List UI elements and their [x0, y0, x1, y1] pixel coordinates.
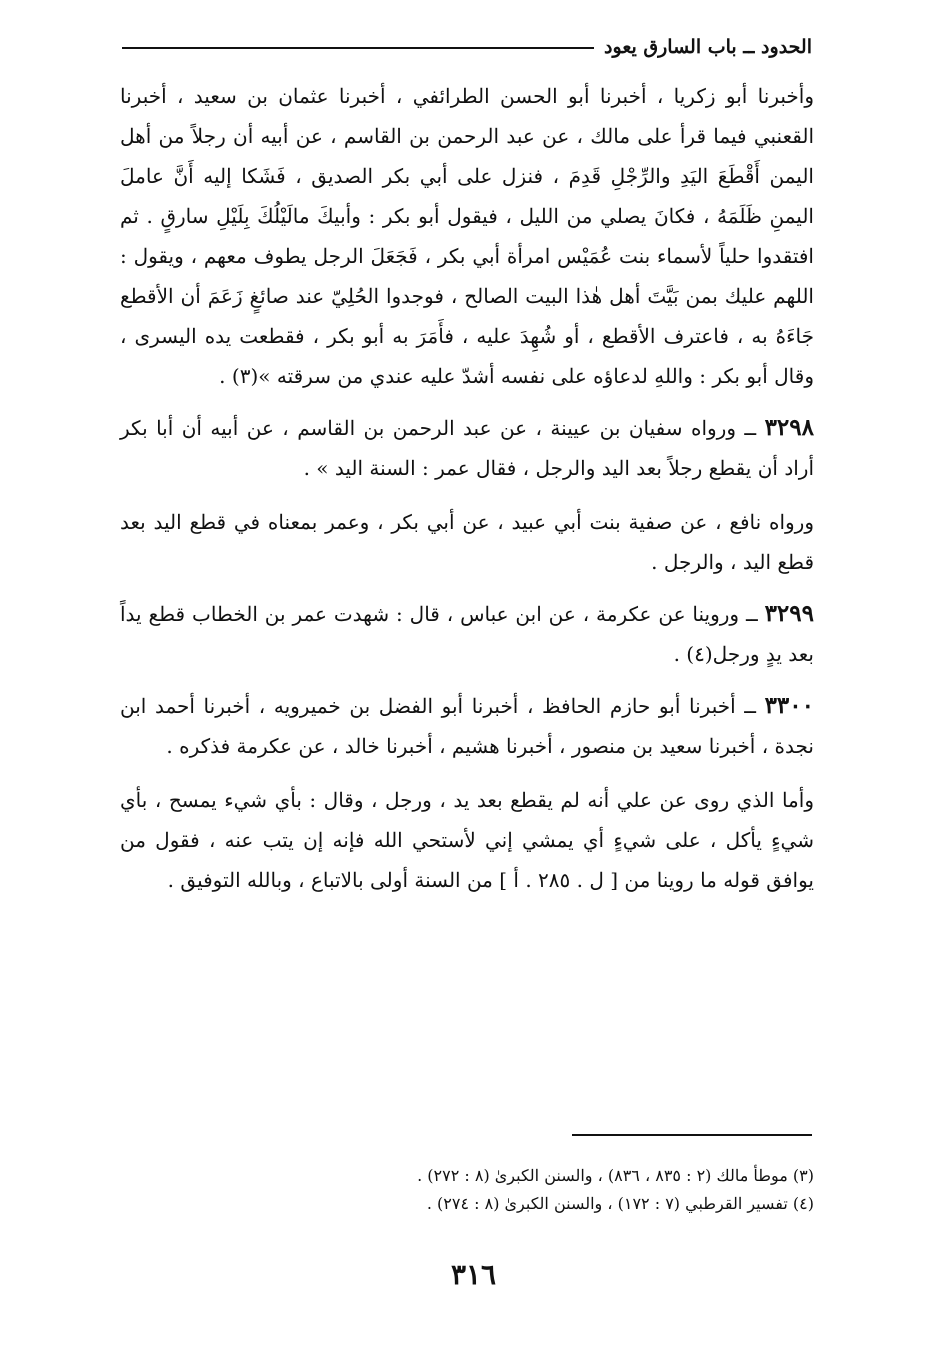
main-text [120, 76, 814, 900]
paragraph-text: وأما الذي روى عن علي أنه لم يقطع بعد يد ، ورجل ، وقال : بأي شيء يمسح ، بأي شيءٍ يأكل ، على شيءٍ أي يمشي إني لأستحي الله فإنه إن يتب عنه ، فقول من يوافق قوله ما روينا من [ ل . ٢٨٥ . أ ] من السنة أولى بالاتباع ، وبالله التوفيق . [120, 788, 814, 892]
paragraph [120, 76, 814, 396]
paragraph-text: ــ وروينا عن عكرمة ، عن ابن عباس ، قال : شهدت عمر بن الخطاب قطع يداً بعد يدٍ ورجل(٤) . [120, 602, 814, 666]
header-rule [122, 47, 594, 49]
hadith-number: ٣٣٠٠ [764, 692, 814, 719]
footnote: (٣) موطأ مالك (٢ : ٨٣٥ ، ٨٣٦) ، والسنن الكبرىٰ (٨ : ٢٧٢) . [417, 1166, 814, 1185]
hadith-number: ٣٢٩٨ [764, 414, 814, 441]
paragraph [120, 594, 814, 674]
paragraph-text: وأخبرنا أبو زكريا ، أخبرنا أبو الحسن الطرائفي ، أخبرنا عثمان بن سعيد ، أخبرنا القعنبي فيما قرأ على مالك ، عن عبد الرحمن بن القاسم ، عن أبيه أن رجلاً من أهل اليمن أَقْطَعَ اليَدِ والرِّجْلِ قَدِمَ ، فنزل على أبي بكر الصديق ، فَشَكا إليه أَنَّ عاملَ اليمنِ ظَلَمَهُ ، فكانَ يصلي من الليل ، فيقول أبو بكر : وأبيكَ مالَيْلُكَ بِلَيْلِ سارقٍ . ثم افتقدوا حلياً لأسماء بنت عُمَيْس امرأة أبي بكر ، فَجَعَلَ الرجل يطوف معهم ، ويقول : اللهم عليك بمن بَيَّتَ أهل هٰذا البيت الصالح ، فوجدوا الحُلِيّ عند صائغٍ زَعَمَ أن الأقطع جَاءَهُ به ، فاعترف الأقطع ، أو شُهِدَ عليه ، فأَمَرَ به أبو بكر ، فقطعت يده اليسرى ، وقال أبو بكر : واللهِ لدعاؤه على نفسه أشدّ عليه عندي من سرقته »(٣) . [120, 84, 814, 388]
page-number: ٣١٦ [450, 1258, 497, 1291]
paragraph-text: ــ أخبرنا أبو حازم الحافظ ، أخبرنا أبو الفضل بن خميرويه ، أخبرنا أحمد ابن نجدة ، أخبرنا سعيد بن منصور ، أخبرنا هشيم ، أخبرنا خالد ، عن عكرمة فذكره . [120, 694, 814, 758]
paragraph-text: ــ ورواه سفيان بن عيينة ، عن عبد الرحمن بن القاسم ، عن أبيه أن أبا بكر أراد أن يقطع رجلاً بعد اليد والرجل ، فقال عمر : السنة اليد » . [120, 416, 814, 480]
footnote: (٤) تفسير القرطبي (٧ : ١٧٢) ، والسنن الكبرىٰ (٨ : ٢٧٤) . [426, 1194, 814, 1213]
footnote-separator [572, 1134, 812, 1136]
paragraph [120, 686, 814, 766]
running-header [122, 34, 812, 60]
paragraph [120, 408, 814, 488]
paragraph [120, 502, 814, 582]
header-title: الحدود ــ باب السارق يعود [604, 36, 812, 58]
hadith-number: ٣٢٩٩ [764, 600, 814, 627]
paragraph [120, 780, 814, 900]
paragraph-text: ورواه نافع ، عن صفية بنت أبي عبيد ، عن أبي بكر ، وعمر بمعناه في قطع اليد بعد قطع اليد ، والرجل . [120, 510, 814, 574]
footnotes [120, 1162, 814, 1218]
